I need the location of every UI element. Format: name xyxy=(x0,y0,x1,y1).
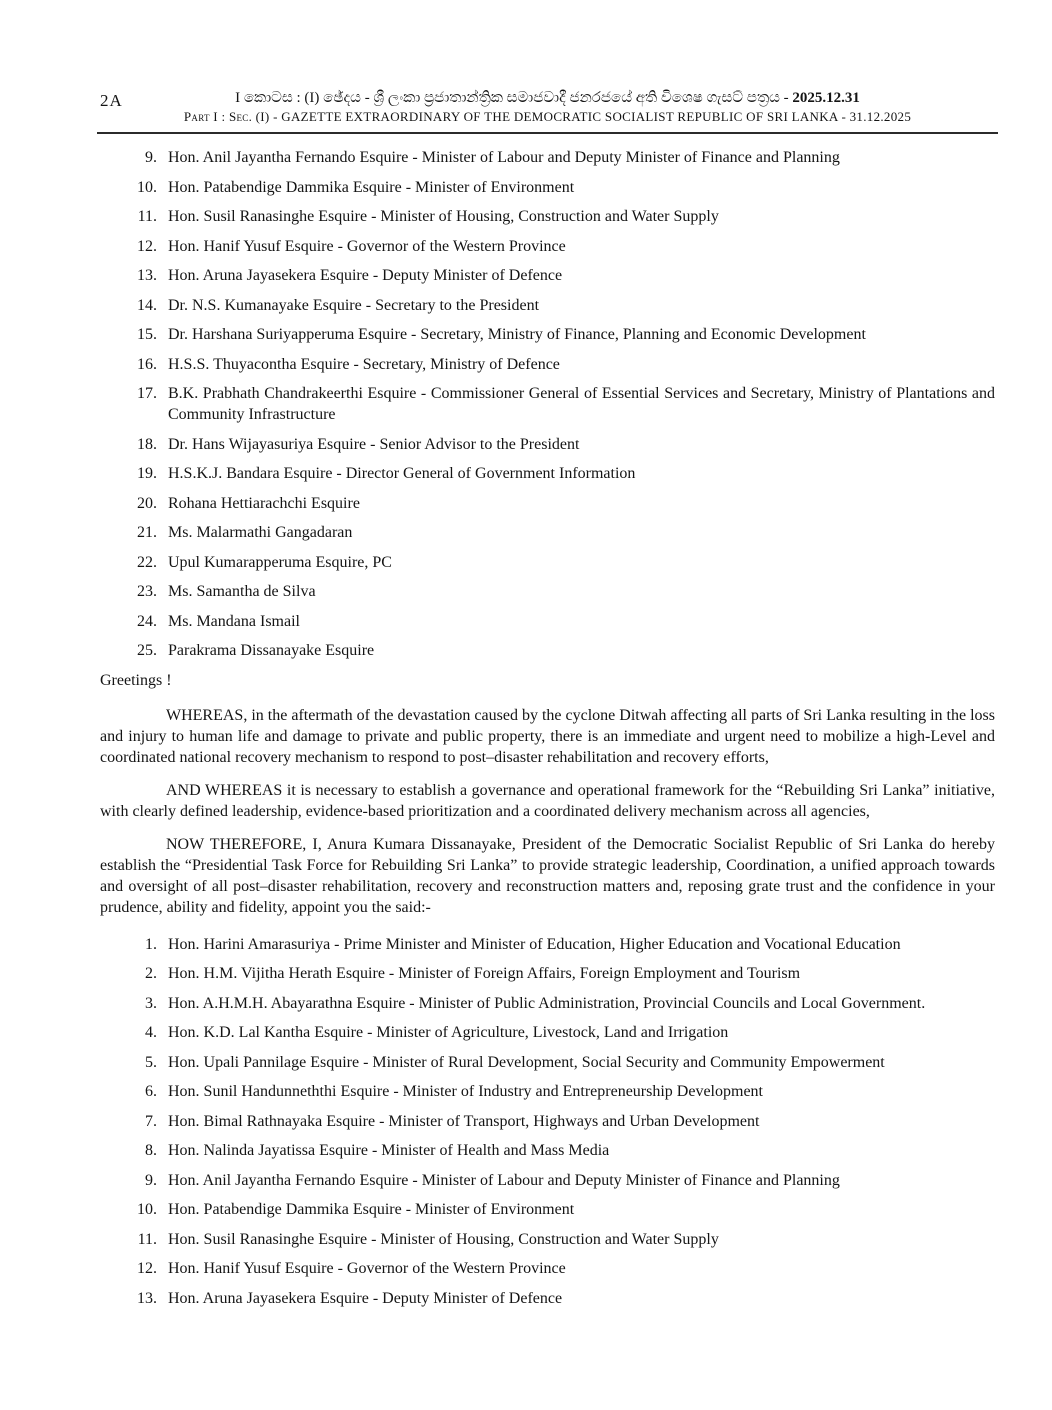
appointee-text: H.S.S. Thuyacontha Esquire - Secretary, Ministry of Defence xyxy=(168,355,560,373)
appointee-item xyxy=(100,993,995,1014)
appointee-text: Hon. Anil Jayantha Fernando Esquire - Minister of Labour and Deputy Minister of Finance and Planning xyxy=(168,1171,840,1189)
appointee-text: Hon. K.D. Lal Kantha Esquire - Minister of Agriculture, Livestock, Land and Irrigation xyxy=(168,1024,729,1041)
page-header xyxy=(100,88,995,134)
appointee-text: Hon. Nalinda Jayatissa Esquire - Minister of Health and Mass Media xyxy=(168,1142,610,1159)
greeting-line: Greetings ! xyxy=(100,671,172,689)
appointee-number: 9. xyxy=(145,1171,157,1189)
appointee-item xyxy=(100,581,995,602)
appointee-text: Hon. Aruna Jayasekera Esquire - Deputy Minister of Defence xyxy=(168,267,563,284)
appointee-item xyxy=(100,1288,995,1309)
appointee-item xyxy=(100,236,995,257)
appointee-number: 12. xyxy=(137,237,157,255)
appointee-item xyxy=(100,552,995,573)
appointee-item xyxy=(100,1052,995,1073)
appointee-number: 6. xyxy=(145,1083,157,1100)
appointee-item xyxy=(100,177,995,198)
appointee-text: Hon. Sunil Handunneththi Esquire - Minister of Industry and Entrepreneurship Development xyxy=(168,1083,763,1100)
appointee-number: 10. xyxy=(137,178,157,196)
appointee-item xyxy=(100,1199,995,1220)
appointee-item xyxy=(100,1229,995,1250)
appointee-text: Hon. Patabendige Dammika Esquire - Minister of Environment xyxy=(168,1201,575,1218)
appointee-number: 19. xyxy=(137,465,157,482)
appointee-number: 15. xyxy=(137,326,157,343)
appointee-text: Upul Kumarapperuma Esquire, PC xyxy=(168,553,392,571)
appointee-item xyxy=(100,611,995,632)
appointee-text: Ms. Samantha de Silva xyxy=(168,583,316,600)
appointee-text: Hon. Aruna Jayasekera Esquire - Deputy Minister of Defence xyxy=(168,1289,563,1307)
appointee-text: B.K. Prabhath Chandrakeerthi Esquire - Commissioner General of Essential Services and Secretary, Ministry of Plantations and Community Infrastructure xyxy=(168,385,995,423)
appointee-item xyxy=(100,1081,995,1102)
appointee-number: 4. xyxy=(145,1024,157,1041)
appointee-item xyxy=(100,934,995,955)
appointee-number: 12. xyxy=(137,1260,157,1277)
header-date-sinhala: 2025.12.31 xyxy=(792,90,860,106)
page-number: 2A xyxy=(100,91,123,110)
appointee-item xyxy=(100,463,995,484)
appointee-item xyxy=(100,206,995,227)
appointee-item xyxy=(100,1258,995,1279)
appointee-item xyxy=(100,1022,995,1043)
paragraph-whereas: WHEREAS, in the aftermath of the devastation caused by the cyclone Ditwah affecting all parts of Sri Lanka resulting in the loss and injury to human life and damage to private and public property, there is an immediate and urgent need to mobilize a high-Level and coordinated national recovery mechanism to respond to post–disaster rehabilitation and recovery efforts, xyxy=(100,706,995,766)
appointee-text: Parakrama Dissanayake Esquire xyxy=(168,642,375,659)
header-title-sinhala-text: I කොටස : (I) ඡේදය - ශ්‍රී ලංකා ප්‍රජාතාන්ත්‍රික සමාජවාදී ජනරජයේ අති විශෙෂ ගැසට් පත්‍රය - xyxy=(235,90,793,106)
appointee-item xyxy=(100,354,995,375)
appointee-number: 24. xyxy=(137,612,157,630)
appointee-text: Hon. Patabendige Dammika Esquire - Minister of Environment xyxy=(168,178,575,196)
paragraph-now-therefore: NOW THEREFORE, I, Anura Kumara Dissanayake, President of the Democratic Socialist Republic of Sri Lanka do hereby establish the “Presidential Task Force for Rebuilding Sri Lanka” to provide strategic leadership, Coordination, a unified approach towards and oversight of all post–disaster rehabilitation, recovery and reconstruction matters and, reposing grate trust and the confidence in your prudence, ability and fidelity, appoint you the said:- xyxy=(100,835,995,916)
appointee-item xyxy=(100,265,995,286)
appointee-text: Ms. Malarmathi Gangadaran xyxy=(168,524,353,541)
appointee-number: 11. xyxy=(137,1230,157,1248)
appointee-number: 25. xyxy=(137,642,157,659)
appointee-number: 1. xyxy=(145,935,157,953)
appointee-number: 13. xyxy=(137,267,157,284)
appointee-number: 21. xyxy=(137,524,157,541)
appointee-item xyxy=(100,640,995,661)
appointee-number: 17. xyxy=(137,385,157,402)
appointee-text: Hon. A.H.M.H. Abayarathna Esquire - Minister of Public Administration, Provincial Councils and Local Government. xyxy=(168,994,926,1012)
appointee-text: Hon. Bimal Rathnayaka Esquire - Minister of Transport, Highways and Urban Development xyxy=(168,1112,760,1130)
appointee-number: 5. xyxy=(145,1053,157,1071)
appointee-text: Hon. Upali Pannilage Esquire - Minister of Rural Development, Social Security and Community Empowerment xyxy=(168,1053,885,1071)
appointee-number: 8. xyxy=(145,1142,157,1159)
appointee-item xyxy=(100,147,995,168)
appointee-item xyxy=(100,1111,995,1132)
appointee-number: 7. xyxy=(145,1112,157,1130)
appointee-text: Dr. N.S. Kumanayake Esquire - Secretary to the President xyxy=(168,296,540,314)
appointee-text: Hon. Harini Amarasuriya - Prime Minister and Minister of Education, Higher Education and Vocational Education xyxy=(168,935,901,953)
appointee-item xyxy=(100,324,995,345)
appointee-text: Hon. Anil Jayantha Fernando Esquire - Minister of Labour and Deputy Minister of Finance and Planning xyxy=(168,149,840,166)
appointee-text: Rohana Hettiarachchi Esquire xyxy=(168,494,360,512)
appointee-text: Ms. Mandana Ismail xyxy=(168,612,300,630)
document-body xyxy=(100,147,995,1309)
appointee-number: 16. xyxy=(137,355,157,373)
appointee-item xyxy=(100,493,995,514)
appointee-number: 22. xyxy=(137,553,157,571)
appointee-number: 3. xyxy=(145,994,157,1012)
appointee-item xyxy=(100,1140,995,1161)
appointee-text: Hon. Hanif Yusuf Esquire - Governor of the Western Province xyxy=(168,237,566,255)
header-divider xyxy=(97,132,998,134)
appointee-number: 13. xyxy=(137,1289,157,1307)
appointee-text: Hon. Hanif Yusuf Esquire - Governor of the Western Province xyxy=(168,1260,566,1277)
appointee-item xyxy=(100,522,995,543)
appointee-text: Hon. Susil Ranasinghe Esquire - Minister of Housing, Construction and Water Supply xyxy=(168,1230,719,1248)
paragraph-and-whereas: AND WHEREAS it is necessary to establish a governance and operational framework for the “Rebuilding Sri Lanka” initiative, with clearly defined leadership, evidence-based prioritization and a coordinated delivery mechanism across all agencies, xyxy=(100,781,995,820)
appointee-number: 23. xyxy=(137,583,157,600)
header-title-sinhala xyxy=(100,88,995,108)
appointee-number: 11. xyxy=(137,208,157,225)
appointee-number: 20. xyxy=(137,494,157,512)
appointee-number: 10. xyxy=(137,1201,157,1218)
appointee-list-top xyxy=(100,147,995,661)
appointee-text: H.S.K.J. Bandara Esquire - Director General of Government Information xyxy=(168,465,636,482)
appointee-number: 2. xyxy=(145,965,157,982)
header-title-english: Part I : Sec. (I) - GAZETTE EXTRAORDINARY OF THE DEMOCRATIC SOCIALIST REPUBLIC OF SRI LANKA - 31.12.2025 xyxy=(183,109,912,124)
appointee-item xyxy=(100,1170,995,1191)
appointee-text: Hon. H.M. Vijitha Herath Esquire - Minister of Foreign Affairs, Foreign Employment and Tourism xyxy=(168,965,801,982)
appointee-list-bottom xyxy=(100,934,995,1309)
appointee-item xyxy=(100,963,995,984)
appointee-number: 14. xyxy=(137,296,157,314)
appointee-item xyxy=(100,295,995,316)
appointee-item xyxy=(100,434,995,455)
appointee-item xyxy=(100,383,995,425)
appointee-text: Hon. Susil Ranasinghe Esquire - Minister of Housing, Construction and Water Supply xyxy=(168,208,719,225)
appointee-text: Dr. Harshana Suriyapperuma Esquire - Secretary, Ministry of Finance, Planning and Economic Development xyxy=(168,326,866,343)
appointee-text: Dr. Hans Wijayasuriya Esquire - Senior Advisor to the President xyxy=(168,435,580,453)
appointee-number: 18. xyxy=(137,435,157,453)
appointee-number: 9. xyxy=(145,149,157,166)
